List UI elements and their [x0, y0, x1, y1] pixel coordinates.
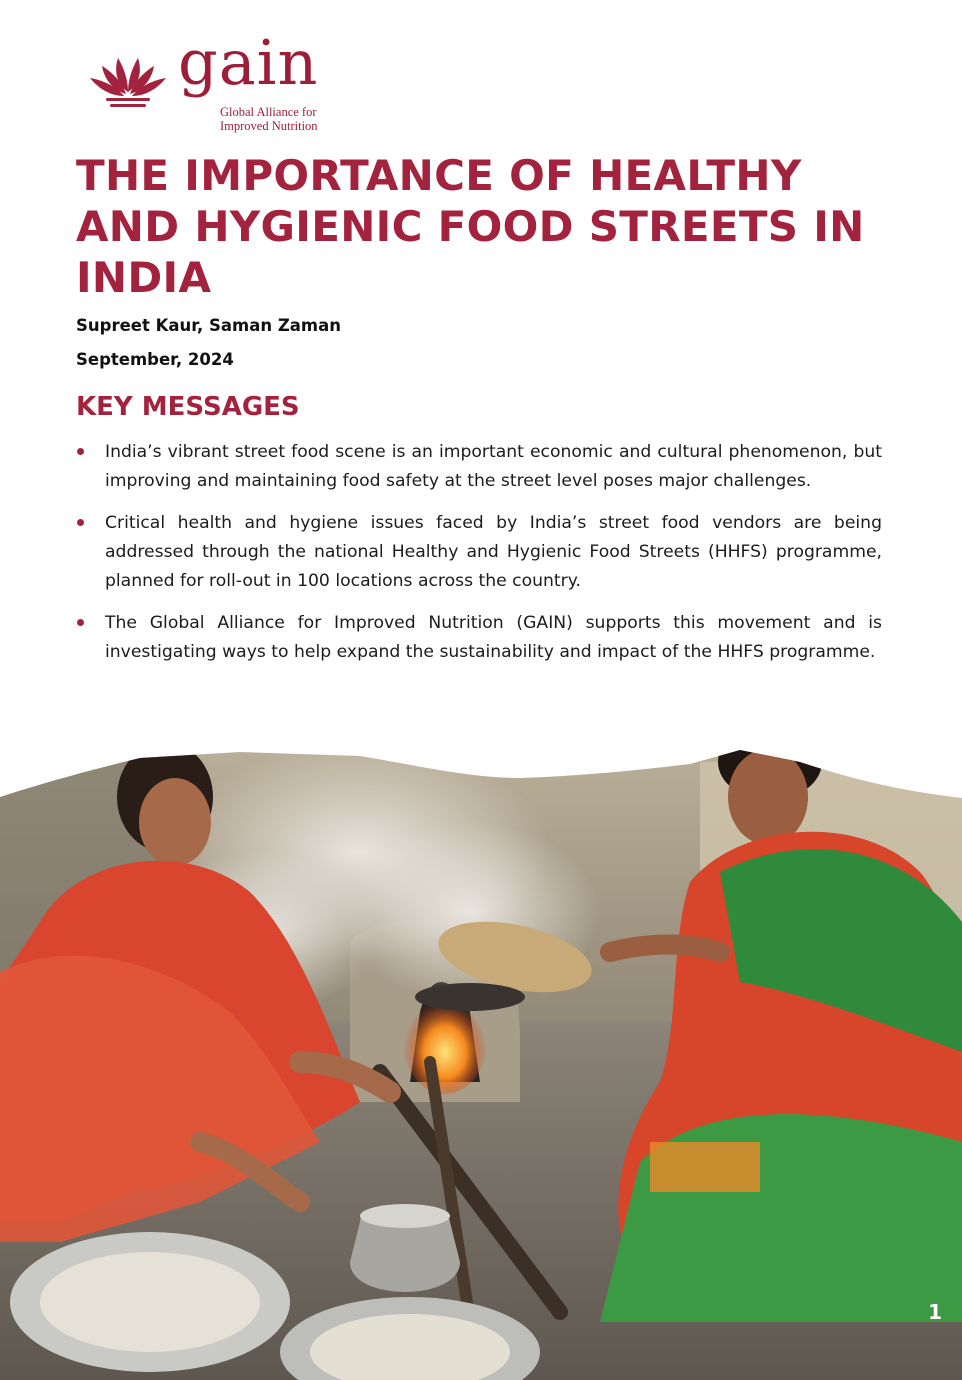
- cover-photo: [0, 722, 962, 1380]
- list-item-text: India’s vibrant street food scene is an important economic and cultural phenomenon, but improving and maintaining food safety at the street level poses major challenges.: [105, 442, 882, 491]
- bullet-dot-icon: [77, 448, 84, 455]
- wheat-sheaf-icon: [86, 50, 170, 110]
- page-number: 1: [928, 1300, 942, 1324]
- logo-subtitle-line2: Improved Nutrition: [220, 119, 318, 133]
- list-item: [76, 609, 882, 667]
- publication-date: September, 2024: [76, 350, 234, 369]
- key-messages-heading: KEY MESSAGES: [76, 392, 300, 422]
- list-item-text: The Global Alliance for Improved Nutrition (GAIN) supports this movement and is investigating ways to help expand the sustainability and impact of the HHFS programme.: [105, 613, 882, 662]
- bullet-dot-icon: [77, 619, 84, 626]
- page-title: THE IMPORTANCE OF HEALTHY AND HYGIENIC FOOD STREETS IN INDIA: [76, 151, 865, 302]
- bullet-dot-icon: [77, 519, 84, 526]
- logo-subtitle: [220, 105, 318, 133]
- authors: Supreet Kaur, Saman Zaman: [76, 316, 341, 335]
- list-item: [76, 509, 882, 596]
- list-item: [76, 438, 882, 496]
- gain-logo: [86, 26, 326, 133]
- key-messages-list: [76, 438, 882, 680]
- logo-subtitle-line1: Global Alliance for: [220, 105, 317, 119]
- logo-wordmark: gain: [178, 26, 319, 99]
- list-item-text: Critical health and hygiene issues faced by India’s street food vendors are being addressed through the national Healthy and Hygienic Food Streets (HHFS) programme, planned for roll-out in 100 locations across the country.: [105, 513, 882, 591]
